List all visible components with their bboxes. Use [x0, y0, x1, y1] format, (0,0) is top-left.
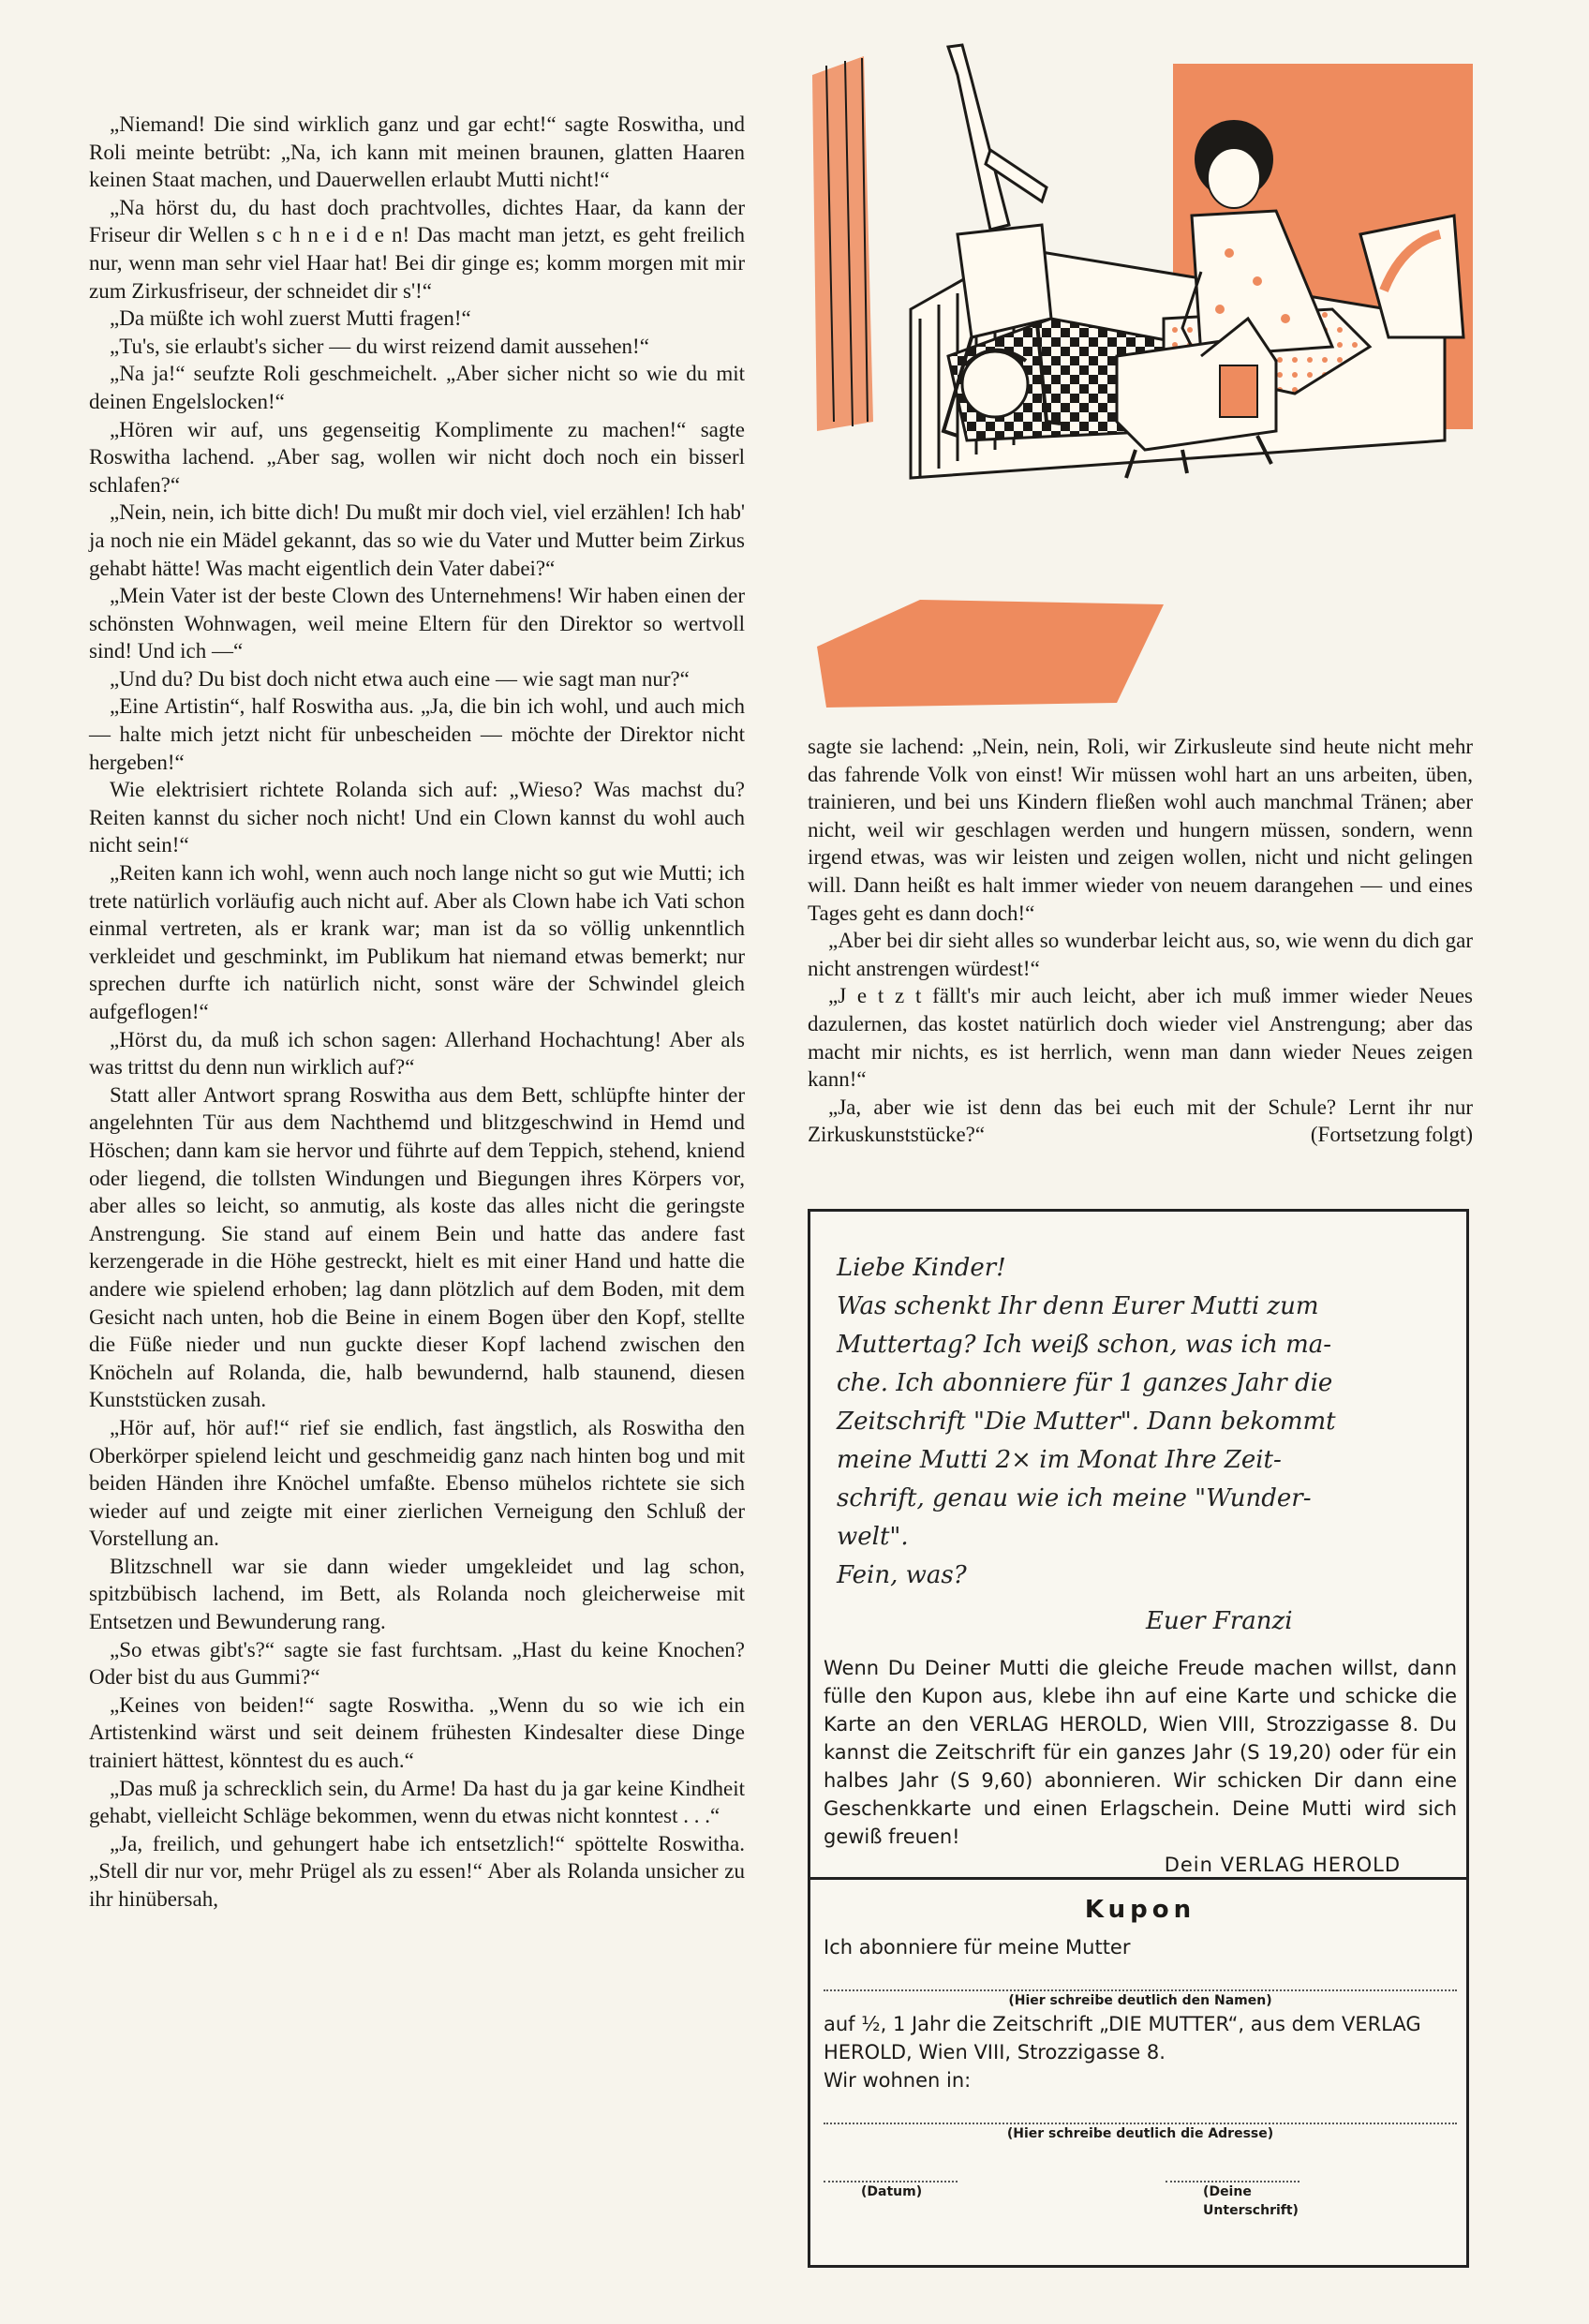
- letter-line: che. Ich abonniere für 1 ganzes Jahr die: [837, 1369, 1333, 1397]
- subscription-notice: [824, 1654, 1457, 1879]
- signature-block: [1166, 2156, 1457, 2220]
- signature-field[interactable]: [1166, 2160, 1299, 2182]
- signature-hint: (Deine Unterschrift): [1203, 2184, 1299, 2218]
- date-field[interactable]: [824, 2160, 958, 2182]
- paragraph: „Hörst du, da muß ich schon sagen: Allerhand Hochachtung! Aber als was trittst du denn nun wirklich auf?“: [89, 1027, 745, 1080]
- paragraph: „Tu's, sie erlaubt's sicher — du wirst reizend damit aussehen!“: [110, 334, 649, 358]
- letter-line: welt".: [837, 1523, 909, 1551]
- date-hint: (Datum): [861, 2184, 923, 2199]
- handwritten-letter: [837, 1249, 1455, 1641]
- letter-line: Fein, was?: [837, 1561, 967, 1589]
- coupon-title: Kupon: [1084, 1896, 1196, 1924]
- paragraph: „Niemand! Die sind wirklich ganz und gar echt!“ sagte Roswitha, und Roli meinte betrübt: „Na, ich kann mit meinen braunen, glatten Haaren keinen Staat machen, und Dauerwellen erlaubt Mutti nicht!“: [89, 112, 745, 192]
- letter-line: schrift, genau wie ich meine "Wunder-: [837, 1484, 1312, 1512]
- paragraph: „Aber bei dir sieht alles so wunderbar leicht aus, so, wie wenn du dich gar nicht anstrengen würdest!“: [808, 929, 1473, 980]
- paragraph: „Na hörst du, du hast doch prachtvolles, dichtes Haar, da kann der Friseur dir Wellen s c h n e i d e n! Das macht man jetzt, es geht freilich nur, wenn man sehr viel Haar hat! Bei dir ginge es; komm morgen mit mir zum Zirkusfriseur, der schneidet dir s'!“: [89, 195, 745, 303]
- letter-line: Zeitschrift "Die Mutter". Dann bekommt: [837, 1408, 1336, 1436]
- letter-line: Muttertag? Ich weiß schon, was ich ma-: [837, 1331, 1332, 1359]
- coupon-bottom-row: [824, 2156, 1457, 2220]
- coupon-divider: [810, 1877, 1466, 1880]
- paragraph: „Eine Artistin“, half Roswitha aus. „Ja, die bin ich wohl, und auch mich — halte mich jetzt nicht für unbescheiden — möchte der Direktor nicht hergeben!“: [89, 694, 745, 774]
- paragraph: „Und du? Du bist doch nicht etwa auch eine — wie sagt man nur?“: [110, 666, 690, 691]
- paragraph: „Keines von beiden!“ sagte Roswitha. „Wenn du so wie ich ein Artistenkind wärst und seit deinem frühesten Kindesalter diese Dinge trainiert hättest, könntest du es auch.“: [89, 1692, 745, 1773]
- name-field[interactable]: [824, 1965, 1457, 1991]
- paragraph: „Das muß ja schrecklich sein, du Arme! Da hast du ja gar keine Kindheit gehabt, vielleicht Schläge bekommen, wenn du etwas nicht konntest . . .“: [89, 1776, 745, 1828]
- paragraph-text: „Ja, aber wie ist denn das bei euch mit der Schule? Lernt ihr nur Zirkuskunststücke?“: [808, 1095, 1473, 1147]
- date-block: [824, 2156, 1115, 2220]
- letter-line: Was schenkt Ihr denn Eurer Mutti zum: [837, 1292, 1319, 1320]
- illustration-acrobat-girls: [808, 37, 1482, 712]
- address-hint: (Hier schreibe deutlich die Adresse): [1006, 2126, 1274, 2141]
- story-right-column: [808, 733, 1473, 1149]
- paragraph: „Reiten kann ich wohl, wenn auch noch lange nicht so gut wie Mutti; ich trete natürlich vorläufig auch nicht auf. Aber als Clown habe ich Vati schon einmal vertreten, als er krank war; man ist da so völlig unkenntlich verkleidet und geschminkt, im Publikum hat niemand etwas bemerkt; nur sprechen durfte ich natürlich nicht, sonst wäre der Schwindel gleich aufgeflogen!“: [89, 861, 745, 1023]
- paragraph: Statt aller Antwort sprang Roswitha aus dem Bett, schlüpfte hinter der angelehnten Tür aus dem Nachthemd und blitzgeschwind in Hemd und Höschen; dann kam sie hervor und führte auf dem Teppich, stehend, kniend oder liegend, die tollsten Windungen und Biegungen ihres Körpers vor, aber alles so leicht, so anmutig, als koste das alles nicht die geringste Anstrengung. Sie stand auf einem Bein und hatte das andere fast kerzengerade in die Höhe gestreckt, hielt es mit einer Hand und hatte die andere wie spielend erhoben; lag dann plötzlich auf dem Boden, mit dem Gesicht nach unten, hob die Beine in einem Bogen über den Kopf, stellte die Füße nieder und nun guckte dieser Kopf lachend zwischen den Knöcheln auf Rolanda, die, halb bewundernd, halb staunend, diesen Kunststücken zusah.: [89, 1082, 745, 1412]
- paragraph: „Hör auf, hör auf!“ rief sie endlich, fast ängstlich, als Roswitha den Oberkörper spielend leicht und geschmeidig ganz nach hinten bog und mit beiden Händen ihre Knöchel umfaßte. Ebenso mühelos richtete sie sich wieder auf und zeigte mit einer zierlichen Verneigung den Schluß der Vorstellung an.: [89, 1415, 745, 1551]
- coupon-line: Ich abonniere für meine Mutter: [824, 1936, 1131, 1959]
- notice-text: Wenn Du Deiner Mutti die gleiche Freude machen willst, dann fülle den Kupon aus, klebe ihn auf eine Karte und schicke die Karte an den VERLAG HEROLD, Wien VIII, Strozzigasse 8. Du kannst die Zeitschrift für ein ganzes Jahr (S 19,20) oder für ein halbes Jahr (S 9,60) abonnieren. Wir schicken Dir dann eine Geschenkkarte und einen Erlagschein. Deine Mutti wird sich gewiß freuen!: [824, 1657, 1457, 1848]
- paragraph: „Da müßte ich wohl zuerst Mutti fragen!“: [110, 306, 471, 331]
- name-hint: (Hier schreibe deutlich den Namen): [1008, 1993, 1272, 2008]
- subscription-ad-box: [808, 1209, 1469, 2268]
- paragraph: Blitzschnell war sie dann wieder umgekleidet und lag schon, spitzbübisch lachend, im Bett, als Rolanda noch gleicherweise mit Entsetzen und Bewunderung rang.: [89, 1554, 745, 1634]
- paragraph: [808, 1094, 1473, 1149]
- paragraph: sagte sie lachend: „Nein, nein, Roli, wir Zirkusleute sind heute nicht mehr das fahrende Volk von einst! Wir müssen wohl hart an uns arbeiten, üben, trainieren, und bei uns Kindern fließen wohl auch manchmal Tränen; aber nicht, weil wir geschlagen werden und hungern müssen, sondern, wenn irgend etwas, was wir leisten und zeigen wollen, nicht und nicht gelingen will. Dann heißt es halt immer wieder von neuem darangehen — und eines Tages geht es dann doch!“: [808, 735, 1473, 925]
- paragraph: „So etwas gibt's?“ sagte sie fast furchtsam. „Hast du keine Knochen? Oder bist du aus Gummi?“: [89, 1637, 745, 1690]
- paragraph: „Ja, freilich, und gehungert habe ich entsetzlich!“ spöttelte Roswitha. „Stell dir nur vor, mehr Prügel als zu essen!“ Aber als Rolanda unsicher zu ihr hinübersah,: [89, 1831, 745, 1911]
- letter-line: Liebe Kinder!: [837, 1254, 1006, 1282]
- coupon-line: Wir wohnen in:: [824, 2069, 972, 2092]
- letter-line: meine Mutti 2× im Monat Ihre Zeit-: [837, 1446, 1282, 1474]
- story-left-column: [89, 111, 745, 1914]
- paragraph: Wie elektrisiert richtete Rolanda sich auf: „Wieso? Was machst du? Reiten kannst du sicher noch nicht! Und ein Clown kannst du wohl auch nicht sein!“: [89, 778, 745, 857]
- coupon-line: auf ½, 1 Jahr die Zeitschrift „DIE MUTTER“, aus dem VERLAG HEROLD, Wien VIII, Strozzigasse 8.: [824, 2013, 1421, 2063]
- paragraph: „Mein Vater ist der beste Clown des Unternehmens! Wir haben einen der schönsten Wohnwagen, weil meine Eltern für den Direktor so wertvoll sind! Und ich —“: [89, 584, 745, 663]
- paragraph: „Hören wir auf, uns gegenseitig Komplimente zu machen!“ sagte Roswitha lachend. „Aber sag, wollen wir nicht doch noch ein bisserl schlafen?“: [89, 417, 745, 497]
- continuation-note: (Fortsetzung folgt): [1310, 1123, 1473, 1147]
- address-field[interactable]: [824, 2098, 1457, 2124]
- paragraph: „Nein, nein, ich bitte dich! Du mußt mir doch viel, viel erzählen! Ich hab' ja noch nie ein Mädel gekannt, das so wie du Vater und Mutter beim Zirkus gehabt hätte! Was macht eigentlich dein Vater dabei?“: [89, 500, 745, 580]
- paragraph: „J e t z t fällt's mir auch leicht, aber ich muß immer wieder Neues dazulernen, das kostet natürlich doch wieder viel Anstrengung; aber das macht mir nichts, es ist herrlich, wenn man dann wieder Neues zeigen kann!“: [808, 984, 1473, 1092]
- notice-sender: Dein VERLAG HEROLD: [1164, 1854, 1401, 1876]
- coupon: [824, 1896, 1457, 2220]
- paragraph: „Na ja!“ seufzte Roli geschmeichelt. „Aber sicher nicht so wie du mit deinen Engelslocken!“: [89, 362, 745, 413]
- letter-signature: Euer Franzi: [1146, 1607, 1293, 1635]
